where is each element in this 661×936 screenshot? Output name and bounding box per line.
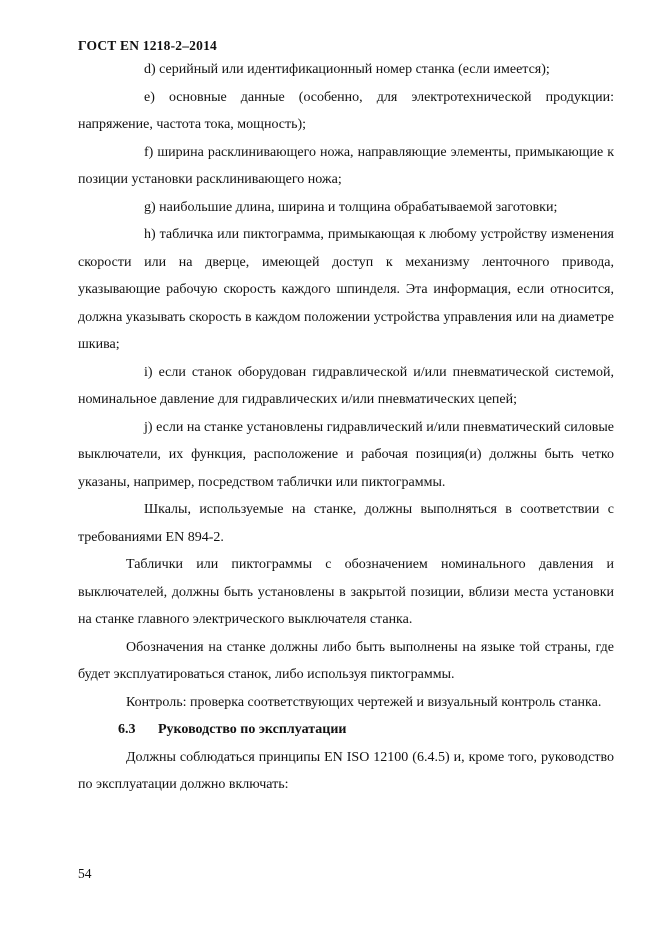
list-item-g: g) наибольшие длина, ширина и толщина обрабатываемой заготовки; — [144, 199, 558, 215]
paragraph-control: Контроль: проверка соответствующих чертежей и визуальный контроль станка. — [126, 694, 602, 710]
paragraph-markings: Обозначения на станке должны либо быть выполнены на языке той страны, где будет эксплуатироваться станок, либо используя пиктограммы. — [78, 639, 614, 682]
page-number: 54 — [78, 866, 92, 881]
list-item-h: h) табличка или пиктограмма, примыкающая к любому устройству изменения скорости или на дверце, имеющей доступ к механизму ленточного привода, указывающие рабочую скорость каждого шпинделя. Эта информация, если относится, должна указывать скорость в каждом положении устройства управления или на диаметре шкива; — [78, 227, 614, 352]
list-item-i: i) если станок оборудован гидравлической и/или пневматической системой, номинальное давление для гидравлических и/или пневматических цепей; — [78, 364, 614, 407]
section-intro-paragraph: Должны соблюдаться принципы EN ISO 12100 (6.4.5) и, кроме того, руководство по эксплуатации должно включать: — [78, 749, 614, 792]
section-number: 6.3 — [118, 722, 136, 737]
section-heading — [78, 716, 614, 744]
paragraph-plates: Таблички или пиктограммы с обозначением номинального давления и выключателей, должны быть установлены в закрытой позиции, вблизи места установки на станке главного электрического выключателя станка. — [78, 557, 614, 627]
list-item-j: j) если на станке установлены гидравлический и/или пневматический силовые выключатели, их функция, расположение и рабочая позиция(и) должны быть четко указаны, например, посредством таблички или пиктограммы. — [78, 419, 614, 490]
list-item-d: d) серийный или идентификационный номер станка (если имеется); — [144, 62, 550, 77]
list-item-e: e) основные данные (особенно, для электротехнической продукции: напряжение, частота тока, мощность); — [78, 89, 614, 132]
paragraph-scales: Шкалы, используемые на станке, должны выполняться в соответствии с требованиями EN 894-2. — [78, 502, 614, 545]
section-title: Руководство по эксплуатации — [158, 722, 347, 737]
document-body — [78, 56, 614, 799]
document-code-header: ГОСТ EN 1218-2–2014 — [78, 38, 217, 53]
list-item-f: f) ширина расклинивающего ножа, направляющие элементы, примыкающие к позиции установки расклинивающего ножа; — [78, 144, 614, 187]
